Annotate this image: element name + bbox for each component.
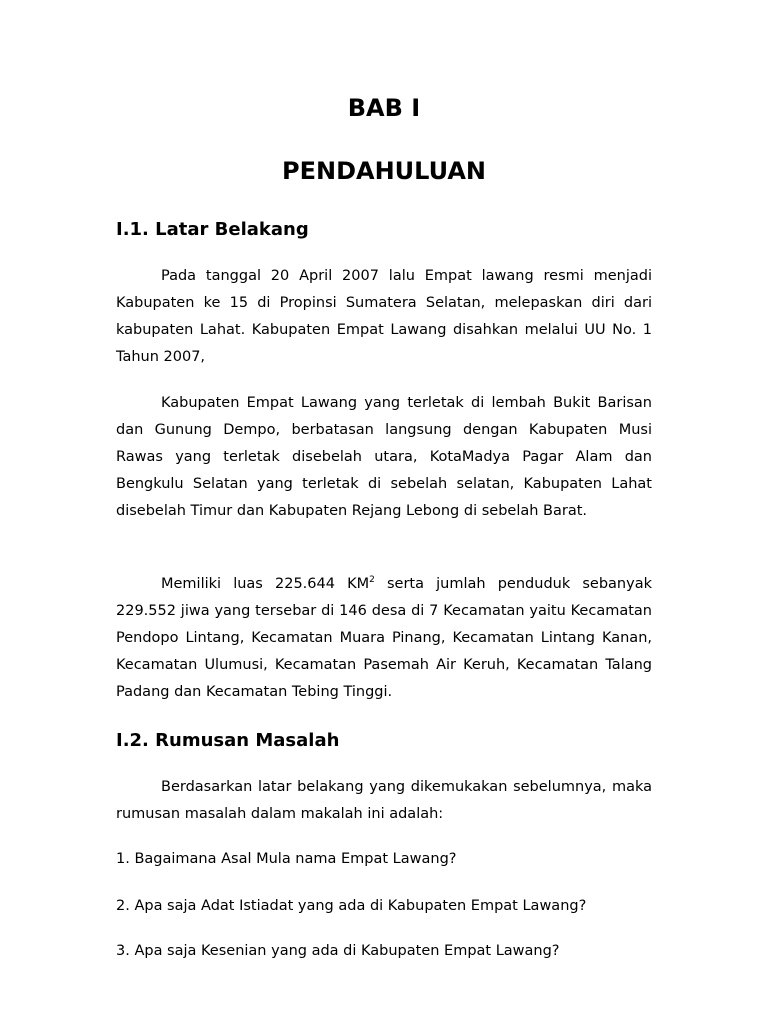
paragraph: Berdasarkan latar belakang yang dikemukakan sebelumnya, maka rumusan masalah dalam makalah ini adalah: (116, 779, 652, 822)
section-heading-latar-belakang: I.1. Latar Belakang (116, 219, 309, 240)
paragraph-area-population (116, 571, 652, 706)
area-text: Memiliki luas 225.644 KM (161, 576, 370, 592)
chapter-number: BAB I (347, 94, 421, 122)
population-text: serta jumlah penduduk sebanyak 229.552 jiwa yang tersebar di 146 desa di 7 Kecamatan yaitu Kecamatan Pendopo Lintang, Kecamatan Muara Pinang, Kecamatan Lintang Kanan, Kecamatan Ulumusi, Kecamatan Pasemah Air Keruh, Kecamatan Talang Padang dan Kecamatan Tebing Tinggi. (116, 576, 652, 700)
paragraph: Kabupaten Empat Lawang yang terletak di lembah Bukit Barisan dan Gunung Dempo, berbatasan langsung dengan Kabupaten Musi Rawas yang terletak disebelah utara, KotaMadya Pagar Alam dan Bengkulu Selatan yang terletak di sebelah selatan, Kabupaten Lahat disebelah Timur dan Kabupaten Rejang Lebong di sebelah Barat. (116, 395, 652, 519)
list-item: 3. Apa saja Kesenian yang ada di Kabupaten Empat Lawang? (116, 943, 560, 959)
paragraph: Pada tanggal 20 April 2007 lalu Empat lawang resmi menjadi Kabupaten ke 15 di Propinsi Sumatera Selatan, melepaskan diri dari kabupaten Lahat. Kabupaten Empat Lawang disahkan melalui UU No. 1 Tahun 2007, (116, 268, 652, 365)
list-item: 2. Apa saja Adat Istiadat yang ada di Kabupaten Empat Lawang? (116, 898, 587, 914)
section-heading-rumusan-masalah: I.2. Rumusan Masalah (116, 730, 340, 751)
chapter-title: PENDAHULUAN (282, 157, 486, 185)
area-unit-superscript: 2 (369, 575, 375, 586)
list-item: 1. Bagaimana Asal Mula nama Empat Lawang? (116, 851, 457, 867)
